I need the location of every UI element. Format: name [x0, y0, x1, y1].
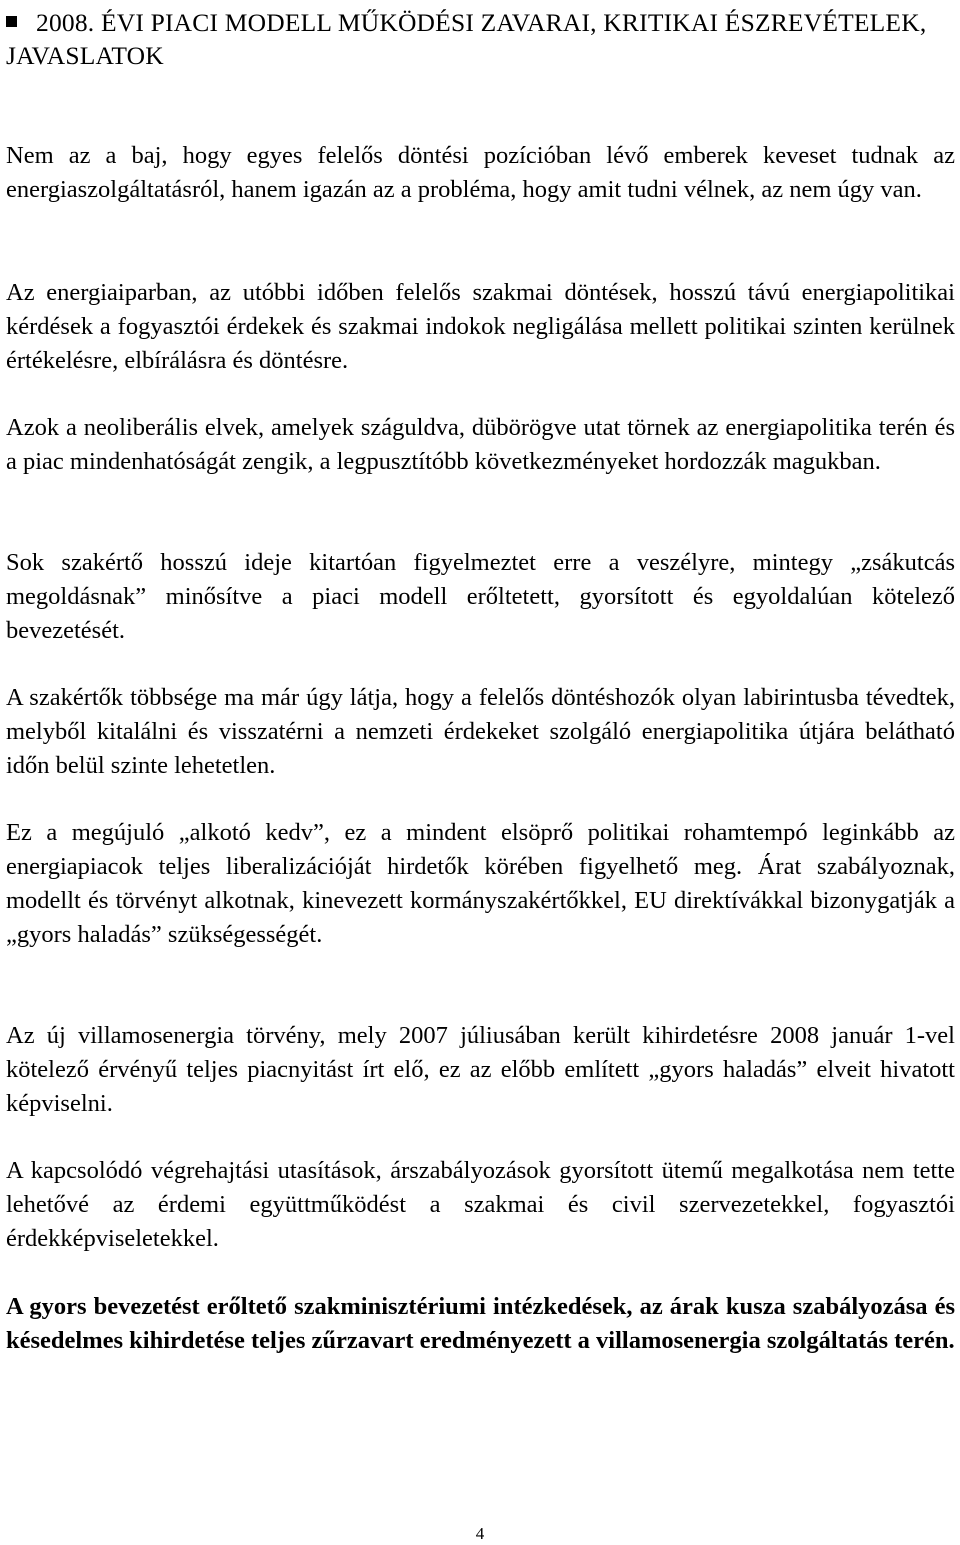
section-heading: [6, 6, 955, 72]
square-bullet-icon: [6, 16, 17, 27]
paragraph-5: A szakértők többsége ma már úgy látja, hogy a felelős döntéshozók olyan labirintusba tévedtek, melyből kitalálni és visszatérni a nemzeti érdekeket szolgáló energiapolitika útjára belátható időn belül szinte lehetetlen.: [6, 684, 955, 779]
paragraph-8: A kapcsolódó végrehajtási utasítások, árszabályozások gyorsított ütemű megalkotása nem tette lehetővé az érdemi együttműködést a szakmai és civil szervezetekkel, fogyasztói érdekképviseletekkel.: [6, 1157, 955, 1252]
paragraph-4: Sok szakértő hosszú ideje kitartóan figyelmeztet erre a veszélyre, mintegy „zsákutcás megoldásnak” minősítve a piaci modell erőltetett, gyorsított és egyoldalúan kötelező bevezetését.: [6, 549, 955, 644]
paragraph-3: Azok a neoliberális elvek, amelyek száguldva, dübörögve utat törnek az energiapolitika terén és a piac mindenhatóságát zengik, a legpusztítóbb következményeket hordozzák magukban.: [6, 414, 955, 475]
paragraph-1: Nem az a baj, hogy egyes felelős döntési pozícióban lévő emberek keveset tudnak az energiaszolgáltatásról, hanem igazán az a probléma, hogy amit tudni vélnek, az nem úgy van.: [6, 142, 955, 203]
paragraph-7: Az új villamosenergia törvény, mely 2007 júliusában került kihirdetésre 2008 január 1-vel kötelező érvényű teljes piacnyitást írt elő, ez az előbb említett „gyors haladás” elveit hivatott képviselni.: [6, 1022, 955, 1117]
section-heading-text: 2008. ÉVI PIACI MODELL MŰKÖDÉSI ZAVARAI, KRITIKAI ÉSZREVÉTELEK, JAVASLATOK: [6, 8, 927, 70]
page-number: 4: [475, 1524, 485, 1543]
paragraph-2: Az energiaiparban, az utóbbi időben felelős szakmai döntések, hosszú távú energiapolitikai kérdések a fogyasztói érdekek és szakmai indokok negligálása mellett politikai szinten kerülnek értékelésre, elbírálásra és döntésre.: [6, 279, 955, 374]
conclusion-paragraph: A gyors bevezetést erőltető szakminisztériumi intézkedések, az árak kusza szabályozása és késedelmes kihirdetése teljes zűrzavart eredményezett a villamosenergia szolgáltatás terén.: [6, 1293, 955, 1354]
paragraph-6: Ez a megújuló „alkotó kedv”, ez a mindent elsöprő politikai rohamtempó leginkább az energiapiacok teljes liberalizációját hirdetők körében figyelhető meg. Árat szabályoznak, modellt és törvényt alkotnak, kinevezett kormányszakértőkkel, EU direktívákkal bizonygatják a „gyors haladás” szükségességét.: [6, 819, 955, 948]
